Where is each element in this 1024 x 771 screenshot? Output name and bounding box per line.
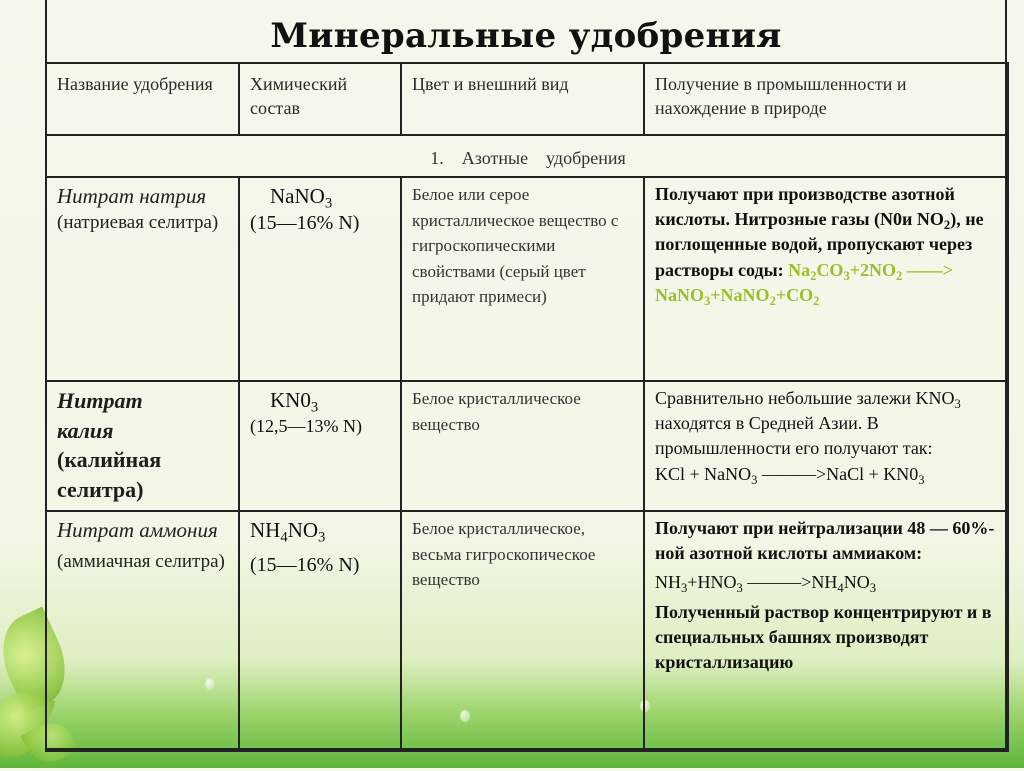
chemical-formula: $KN0_3$ [270,388,319,416]
reaction-equation: $NH_3+HNO_3$ $———>NH_4NO_3$ [655,572,876,596]
production-text-cont: ), не поглощенные водой, пропускают через растворы соды: [655,209,984,280]
production-cell [644,381,1008,511]
chemical-formula: NaNO$_3$ [270,184,333,212]
fertilizer-name: Нитрат натрия [57,184,207,208]
nitrogen-percent: (15—16% N) [250,554,360,577]
appearance-cell: Белое кристаллическое, весьма гигроскопическое вещество [401,511,644,751]
page-title: Минеральные удобрения [270,15,782,56]
composition-cell [239,381,401,511]
table-row [46,381,1008,511]
fertilizer-alt-name: (натриевая селитра) [57,212,219,234]
production-cell: Получают при производстве азотной кислоты. Нитрозные газы (N0и $NO_2$), не поглощенные водой, пропускают через растворы соды: $Na_2CO_3+2NO_2$ ——> $NaNO_3+NaNO_2+CO_2$ [644,177,1008,381]
production-text-cont: Полученный раствор концентрируют и в специальных башнях производят кристаллизацию [655,601,992,672]
nitrogen-percent: (12,5—13% N) [250,416,362,437]
fertilizer-table [45,62,1009,752]
production-text: Получают при производстве азотной кислоты. Нитрозные газы (N0и NO [655,184,955,230]
appearance-cell: Белое кристаллическое вещество [401,381,644,511]
reaction-equation: $Na_2CO_3+2NO_2$ ——> $NaNO_3+NaNO_2+CO_2$ [655,259,954,308]
production-text: Получают при нейтрализации 48 — 60%-ной азотной кислоты аммиаком: [655,518,995,564]
header-name: Название удобрения [46,63,239,135]
chemical-formula: $NH_4NO_3$ [250,518,326,546]
reaction-equation: KCl + NaNO$_3$ ———>NaCl + $KN0_3$ [655,463,925,487]
appearance-cell: Белое или серое кристаллическое вещество с гигроскопическими свойствами (серый цвет придают примеси) [401,177,644,381]
fertilizer-name: Нитрат аммония [57,518,218,542]
table-row [46,177,1008,381]
section-title: 1. Азотные удобрения [46,135,1008,177]
production-text: Сравнительно небольшие залежи $KNO_3$ находятся в Средней Азии. В промышленности его получают так: [655,388,961,459]
header-appearance: Цвет и внешний вид [401,63,644,135]
fertilizer-name: Нитрат калия [57,388,143,443]
fertilizer-alt-name: (аммиачная селитра) [57,551,225,573]
header-production: Получение в промышленности и нахождение в природе [644,63,1008,135]
nitrogen-percent: (15—16% N) [250,212,360,235]
fertilizer-alt-name: (калийная селитра) [57,447,162,503]
section-row [46,135,1008,177]
header-row [46,63,1008,135]
fertilizer-name-cell [46,511,239,751]
fertilizer-name-cell [46,177,239,381]
production-cell [644,511,1008,751]
composition-cell [239,511,401,751]
table-row [46,511,1008,751]
composition-cell [239,177,401,381]
fertilizer-name-cell [46,381,239,511]
header-composition: Химический состав [239,63,401,135]
